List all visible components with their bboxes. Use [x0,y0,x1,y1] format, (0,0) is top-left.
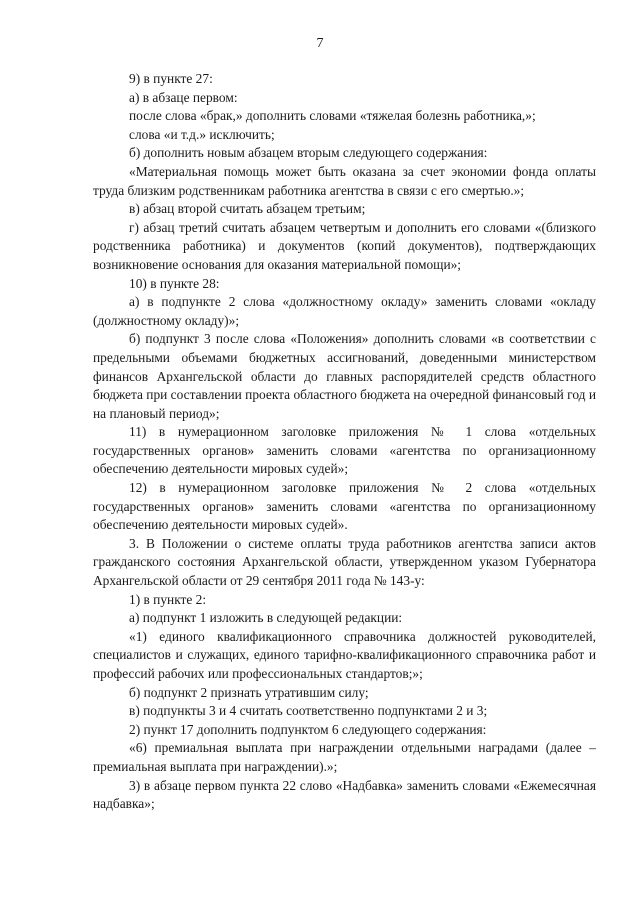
paragraph: в) подпункты 3 и 4 считать соответственно подпунктами 2 и 3; [129,703,488,719]
paragraph: 12) в нумерационном заголовке приложения № 2 слова «отдельных государственных органов» заменить словами «агентства по организационному обеспечению деятельности мировых судей». [93,480,596,533]
paragraph: в) абзац второй считать абзацем третьим; [129,201,366,217]
paragraph: 9) в пункте 27: [129,71,213,86]
paragraph: б) подпункт 3 после слова «Положения» дополнить словами «в соответствии с предельными объемами бюджетных ассигнований, доведенными министерством финансов Архангельской области до главных распорядителей средств областного бюджета при составлении проекта областного бюджета на очередной финансовый год и на плановый период»; [93,331,596,421]
paragraph: а) в абзаце первом: [129,89,238,105]
paragraph: слова «и т.д.» исключить; [129,126,275,142]
paragraph: 10) в пункте 28: [129,275,220,291]
paragraph: «6) премиальная выплата при награждении отдельными наградами (далее – премиальная выплата при награждении).»; [93,740,596,774]
paragraph: 3. В Положении о системе оплаты труда работников агентства записи актов гражданского состояния Архангельской области, утвержденном указом Губернатора Архангельской области от 29 сентября 2011 года № 143-у: [93,535,596,589]
paragraph: 11) в нумерационном заголовке приложения № 1 слова «отдельных государственных органов» заменить словами «агентства по организационному обеспечению деятельности мировых судей»; [93,424,596,477]
document-body [93,70,596,814]
paragraph: 1) в пункте 2: [129,591,207,607]
paragraph: г) абзац третий считать абзацем четвертым и дополнить его словами «(близкого родственника работника) и документов (копий документов), подтверждающих возникновение основания для оказания материальной помощи»; [93,219,596,272]
page-number: 7 [316,36,324,51]
paragraph: 3) в абзаце первом пункта 22 слово «Надбавка» заменить словами «Ежемесячная надбавка»; [93,777,596,812]
paragraph: б) дополнить новым абзацем вторым следующего содержания: [129,145,488,161]
paragraph: а) подпункт 1 изложить в следующей редакции: [129,610,403,626]
paragraph: б) подпункт 2 признать утратившим силу; [129,684,369,700]
paragraph: а) в подпункте 2 слова «должностному окладу» заменить словами «окладу (должностному окладу)»; [93,294,596,328]
paragraph: 2) пункт 17 дополнить подпунктом 6 следующего содержания: [129,721,487,737]
paragraph: «1) единого квалификационного справочника должностей руководителей, специалистов и служащих, единого тарифно-квалификационного справочника работ и профессий рабочих или профессиональных стандартов;»; [93,628,596,681]
paragraph: после слова «брак,» дополнить словами «тяжелая болезнь работника,»; [129,108,536,124]
paragraph: «Материальная помощь может быть оказана за счет экономии фонда оплаты труда близким родственникам работника агентства в связи с его смертью.»; [93,163,596,198]
